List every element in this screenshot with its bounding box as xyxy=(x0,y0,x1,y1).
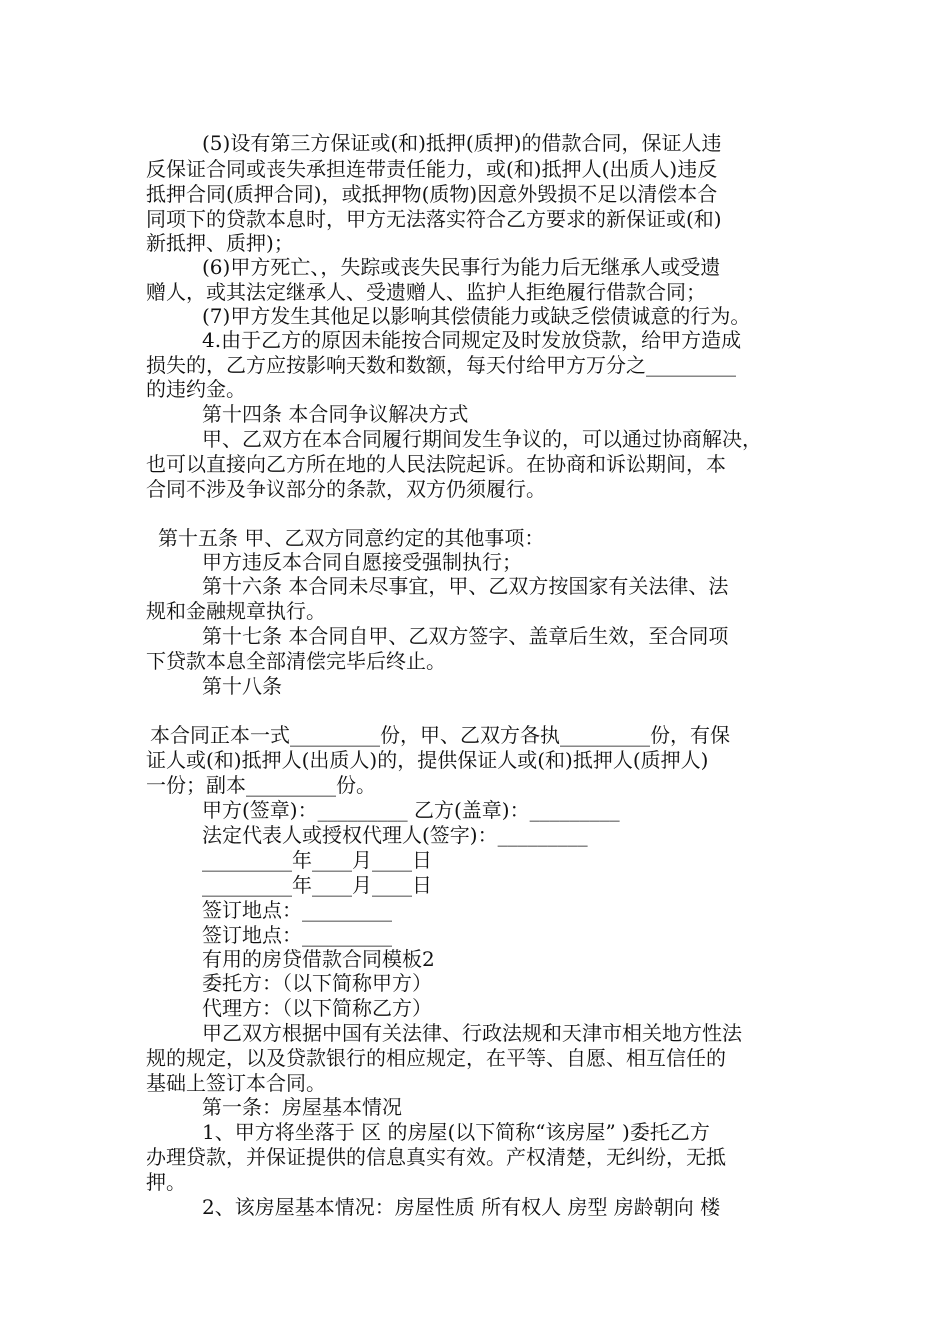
text-line: 甲、乙双方在本合同履行期间发生争议的，可以通过协商解决， xyxy=(202,427,762,451)
place-line: 签订地点：_________ xyxy=(202,898,392,922)
text-line: 规的规定，以及贷款银行的相应规定，在平等、自愿、相互信任的 xyxy=(146,1046,726,1070)
text-line: 赠人，或其法定继承人、受遗赠人、监护人拒绝履行借款合同； xyxy=(146,280,706,304)
text-line: (5)设有第三方保证或(和)抵押(质押)的借款合同，保证人违 xyxy=(202,131,722,155)
text-line: 基础上签订本合同。 xyxy=(146,1071,326,1095)
text-line: 4.由于乙方的原因未能按合同规定及时发放贷款，给甲方造成 xyxy=(202,328,742,352)
text-line: 代理方：（以下简称乙方） xyxy=(202,996,432,1020)
text-line: 合同不涉及争议部分的条款，双方仍须履行。 xyxy=(146,477,546,501)
text-line: 新抵押、质押)； xyxy=(146,231,294,255)
text-line: (6)甲方死亡、，失踪或丧失民事行为能力后无继承人或受遗 xyxy=(202,255,721,279)
text-line: 1、甲方将坐落于 区 的房屋(以下简称“该房屋” )委托乙方 xyxy=(202,1120,710,1144)
place-line: 签订地点：_________ xyxy=(202,923,392,947)
text-line: 抵押合同(质押合同)，或抵押物(质物)因意外毁损不足以清偿本合 xyxy=(146,182,718,206)
date-line: _________年____月____日 xyxy=(202,848,432,872)
document-title: 有用的房贷借款合同模板2 xyxy=(202,947,435,971)
text-line: 办理贷款，并保证提供的信息真实有效。产权清楚，无纠纷，无抵 xyxy=(146,1145,726,1169)
text-line: 规和金融规章执行。 xyxy=(146,599,326,623)
date-line: _________年____月____日 xyxy=(202,873,432,897)
text-line: 甲乙双方根据中国有关法律、行政法规和天津市相关地方性法 xyxy=(202,1021,742,1045)
text-line: 下贷款本息全部清偿完毕后终止。 xyxy=(146,649,446,673)
text-line: 也可以直接向乙方所在地的人民法院起诉。在协商和诉讼期间，本 xyxy=(146,452,726,476)
text-line: 委托方：（以下简称甲方） xyxy=(202,971,432,995)
text-line: 证人或(和)抵押人(出质人)的，提供保证人或(和)抵押人(质押人) xyxy=(146,748,709,772)
text-line: 2、该房屋基本情况：房屋性质 所有权人 房型 房龄朝向 楼 xyxy=(202,1195,721,1219)
text-line: 同项下的贷款本息时，甲方无法落实符合乙方要求的新保证或(和) xyxy=(146,207,722,231)
text-line: 押。 xyxy=(146,1170,186,1194)
section-heading: 第十七条 本合同自甲、乙双方签字、盖章后生效，至合同项 xyxy=(202,624,729,648)
section-heading: 第十四条 本合同争议解决方式 xyxy=(202,402,469,426)
text-line: 反保证合同或丧失承担连带责任能力，或(和)抵押人(出质人)违反 xyxy=(146,157,718,181)
signature-line: 法定代表人或授权代理人(签字)：_________ xyxy=(202,823,588,847)
text-line: (7)甲方发生其他足以影响其偿债能力或缺乏偿债诚意的行为。 xyxy=(202,304,751,328)
text-line: 甲方违反本合同自愿接受强制执行； xyxy=(202,550,522,574)
section-heading: 第十五条 甲、乙双方同意约定的其他事项： xyxy=(158,526,545,550)
signature-line: 甲方(签章)：_________ 乙方(盖章)：_________ xyxy=(202,798,620,822)
text-line: 的违约金。 xyxy=(146,377,246,401)
text-line: 损失的，乙方应按影响天数和数额，每天付给甲方万分之_________ xyxy=(146,353,736,377)
section-heading: 第十八条 xyxy=(202,674,282,698)
section-heading: 第十六条 本合同未尽事宜，甲、乙双方按国家有关法律、法 xyxy=(202,574,729,598)
section-heading: 第一条：房屋基本情况 xyxy=(202,1095,402,1119)
text-line: 一份；副本_________份。 xyxy=(146,773,376,797)
text-line: 本合同正本一式_________份，甲、乙双方各执_________份，有保 xyxy=(150,723,730,747)
